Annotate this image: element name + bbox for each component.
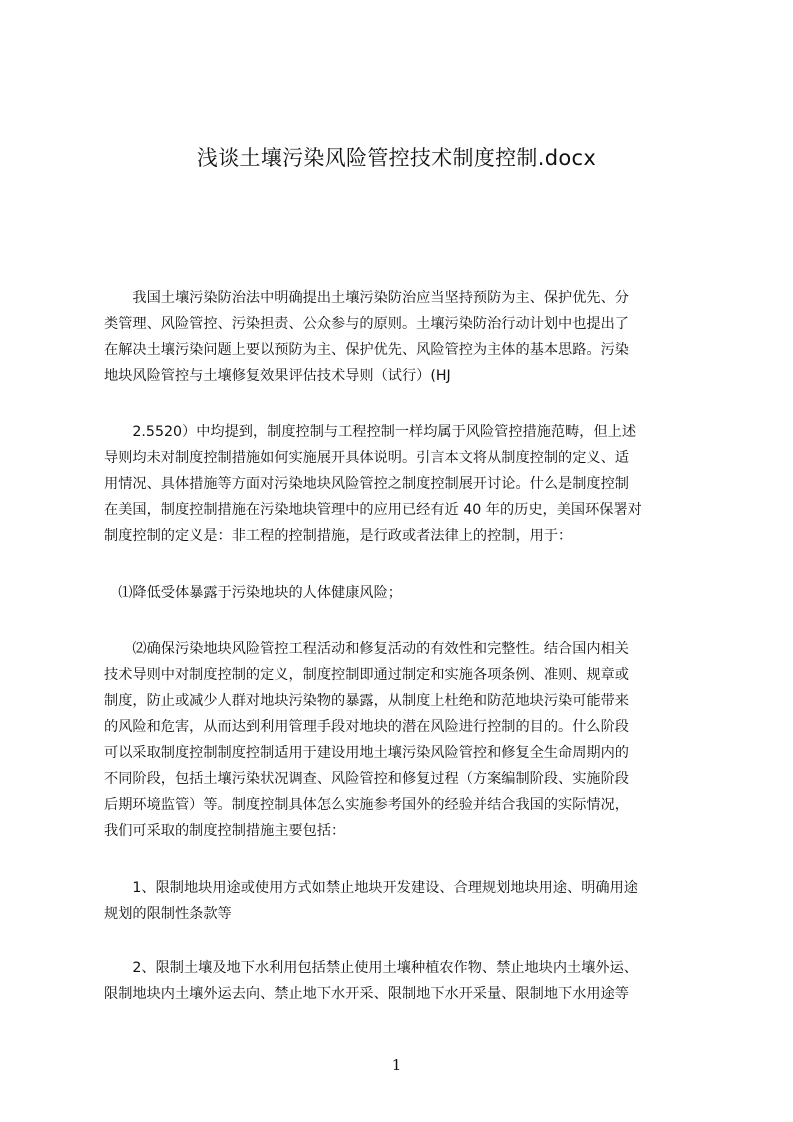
paragraph-4	[104, 636, 712, 844]
paragraph-line: 可以采取制度控制制度控制适用于建设用地土壤污染风险管控和修复全生命周期内的	[104, 745, 629, 761]
paragraph-line: 我国土壤污染防治法中明确提出土壤污染防治应当坚持预防为主、保护优先、分	[104, 290, 629, 306]
paragraph-6	[104, 955, 712, 1007]
document-title: 浅谈土壤污染风险管控技术制度控制.docx	[196, 146, 597, 170]
paragraph-line: 用情况、具体措施等方面对污染地块风险管控之制度控制展开讨论。什么是制度控制	[104, 476, 629, 492]
paragraph-line: 限制地块内土壤外运去向、禁止地下水开采、限制地下水开采量、限制地下水用途等	[104, 986, 629, 1002]
paragraph-line: 2.5520）中均提到，制度控制与工程控制一样均属于风险管控措施范畴，但上述	[104, 424, 637, 440]
paragraph-line: 地块风险管控与土壤修复效果评估技术导则（试行）(HJ	[104, 368, 451, 384]
paragraph-line: 技术导则中对制度控制的定义，制度控制即通过制定和实施各项条例、准则、规章或	[104, 667, 629, 683]
paragraph-line: 制度控制的定义是：非工程的控制措施，是行政或者法律上的控制，用于：	[104, 528, 573, 544]
paragraph-line: 制度，防止或减少人群对地块污染物的暴露，从制度上杜绝和防范地块污染可能带来	[104, 693, 629, 709]
paragraph-line: 2、限制土壤及地下水利用包括禁止使用土壤种植农作物、禁止地块内土壤外运、	[104, 960, 638, 976]
paragraph-line: 类管理、风险管控、污染担责、公众参与的原则。土壤污染防治行动计划中也提出了	[104, 316, 629, 332]
paragraph-line: 的风险和危害，从而达到利用管理手段对地块的潜在风险进行控制的目的。什么阶段	[104, 719, 629, 735]
page-number: 1	[391, 1056, 402, 1074]
paragraph-line: 导则均未对制度控制措施如何实施展开具体说明。引言本文将从制度控制的定义、适	[104, 450, 629, 466]
paragraph-line: 在美国，制度控制措施在污染地块管理中的应用已经有近 40 年的历史，美国环保署对	[104, 502, 642, 518]
paragraph-line: 在解决土壤污染问题上要以预防为主、保护优先、风险管控为主体的基本思路。污染	[104, 342, 629, 358]
paragraph-line: ⑵确保污染地块风险管控工程活动和修复活动的有效性和完整性。结合国内相关	[104, 641, 629, 657]
paragraph-1	[104, 285, 712, 389]
paragraph-line: 我们可采取的制度控制措施主要包括：	[104, 823, 346, 839]
paragraph-line: 不同阶段，包括土壤污染状况调查、风险管控和修复过程（方案编制阶段、实施阶段	[104, 771, 629, 787]
paragraph-line: 后期环境监管）等。制度控制具体怎么实施参考国外的经验并结合我国的实际情况，	[104, 797, 629, 813]
paragraph-3	[104, 580, 712, 606]
paragraph-line: ⑴降低受体暴露于污染地块的人体健康风险；	[104, 585, 402, 601]
paragraph-2	[104, 419, 712, 549]
paragraph-5	[104, 875, 712, 927]
paragraph-line: 规划的限制性条款等	[104, 906, 232, 922]
paragraph-line: 1、限制地块用途或使用方式如禁止地块开发建设、合理规划地块用途、明确用途	[104, 880, 638, 896]
